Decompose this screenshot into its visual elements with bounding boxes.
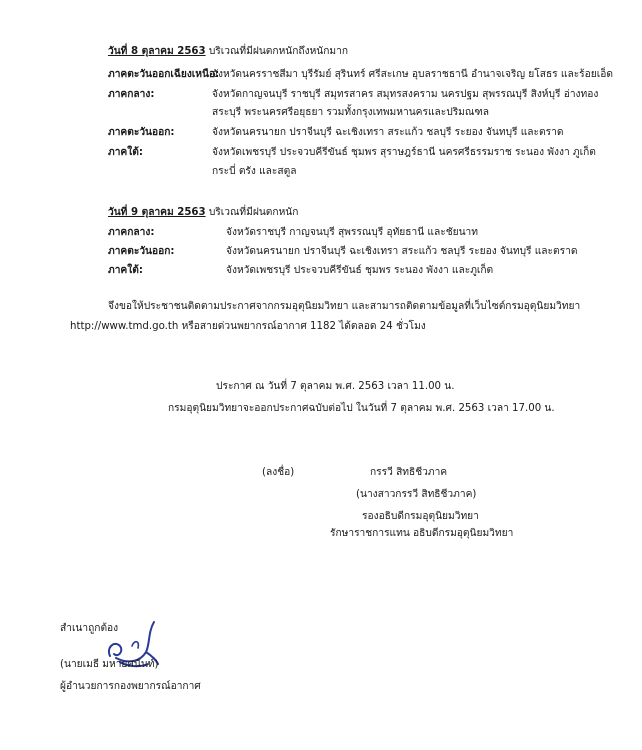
signatory-position-2: รักษาราชการแทน อธิบดีกรมอุตุนิยมวิทยา <box>330 528 514 539</box>
oct9-heading <box>108 206 298 219</box>
oct8-region-text-east: จังหวัดนครนายก ปราจีนบุรี ฉะเชิงเทรา สระแก้ว ชลบุรี ระยอง จันทบุรี และตราด <box>212 127 564 138</box>
oct9-region-label-central: ภาคกลาง: <box>108 227 155 238</box>
oct8-region-text-central-2: สระบุรี พระนครศรีอยุธยา รวมทั้งกรุงเทพมหานครและปริมณฑล <box>212 107 490 118</box>
signatory-full-name: (นางสาวกรรวี สิทธิชีวภาค) <box>356 489 477 500</box>
oct9-region-label-east: ภาคตะวันออก: <box>108 246 175 257</box>
oct8-region-label-east: ภาคตะวันออก: <box>108 127 175 138</box>
oct9-date: วันที่ 9 ตุลาคม 2563 <box>108 207 206 218</box>
oct8-region-text-central-1: จังหวัดกาญจนบุรี ราชบุรี สมุทรสาคร สมุทรสงคราม นครปฐม สุพรรณบุรี สิงห์บุรี อ่างทอง <box>212 89 599 100</box>
oct8-date: วันที่ 8 ตุลาคม 2563 <box>108 46 206 57</box>
oct9-region-label-south: ภาคใต้: <box>108 265 143 276</box>
oct8-region-label-central: ภาคกลาง: <box>108 89 155 100</box>
signed-label: (ลงชื่อ) <box>262 467 295 478</box>
certifier-position: ผู้อำนวยการกองพยากรณ์อากาศ <box>60 681 201 692</box>
oct9-desc: บริเวณที่มีฝนตกหนัก <box>205 207 299 218</box>
oct8-region-text-south-2: กระบี่ ตรัง และสตูล <box>212 166 297 177</box>
announce-line-2: กรมอุตุนิยมวิทยาจะออกประกาศฉบับต่อไป ในวันที่ 7 ตุลาคม พ.ศ. 2563 เวลา 17.00 น. <box>168 403 555 414</box>
notice-line-2: http://www.tmd.go.th หรือสายด่วนพยากรณ์อากาศ 1182 ได้ตลอด 24 ชั่วโมง <box>70 321 426 332</box>
oct8-desc: บริเวณที่มีฝนตกหนักถึงหนักมาก <box>205 46 349 57</box>
signatory-name: กรรวี สิทธิชีวภาค <box>370 467 448 478</box>
oct9-region-text-central: จังหวัดราชบุรี กาญจนบุรี สุพรรณบุรี อุทัยธานี และชัยนาท <box>226 227 478 238</box>
oct8-region-text-northeast: จังหวัดนครราชสีมา บุรีรัมย์ สุรินทร์ ศรีสะเกษ อุบลราชธานี อำนาจเจริญ ยโสธร และร้อยเอ็ด <box>212 69 613 80</box>
notice-line-1: จึงขอให้ประชาชนติดตามประกาศจากกรมอุตุนิยมวิทยา และสามารถติดตามข้อมูลที่เว็บไซต์กรมอุตุนิยมวิทยา <box>108 301 581 312</box>
oct8-region-text-south-1: จังหวัดเพชรบุรี ประจวบคีรีขันธ์ ชุมพร สุราษฎร์ธานี นครศรีธรรมราช ระนอง พังงา ภูเก็ต <box>212 147 596 158</box>
signatory-position-1: รองอธิบดีกรมอุตุนิยมวิทยา <box>362 511 479 522</box>
oct8-heading <box>108 45 348 58</box>
oct9-region-text-east: จังหวัดนครนายก ปราจีนบุรี ฉะเชิงเทรา สระแก้ว ชลบุรี ระยอง จันทบุรี และตราด <box>226 246 578 257</box>
certified-copy-label: สำเนาถูกต้อง <box>60 623 119 634</box>
oct9-region-text-south: จังหวัดเพชรบุรี ประจวบคีรีขันธ์ ชุมพร ระนอง พังงา และภูเก็ต <box>226 265 494 276</box>
certifier-name: (นายเมธี มหายศนันท์) <box>60 659 159 670</box>
oct8-region-label-south: ภาคใต้: <box>108 147 143 158</box>
oct8-region-label-northeast: ภาคตะวันออกเฉียงเหนือ: <box>108 69 220 80</box>
announce-line-1: ประกาศ ณ วันที่ 7 ตุลาคม พ.ศ. 2563 เวลา 11.00 น. <box>216 381 455 392</box>
